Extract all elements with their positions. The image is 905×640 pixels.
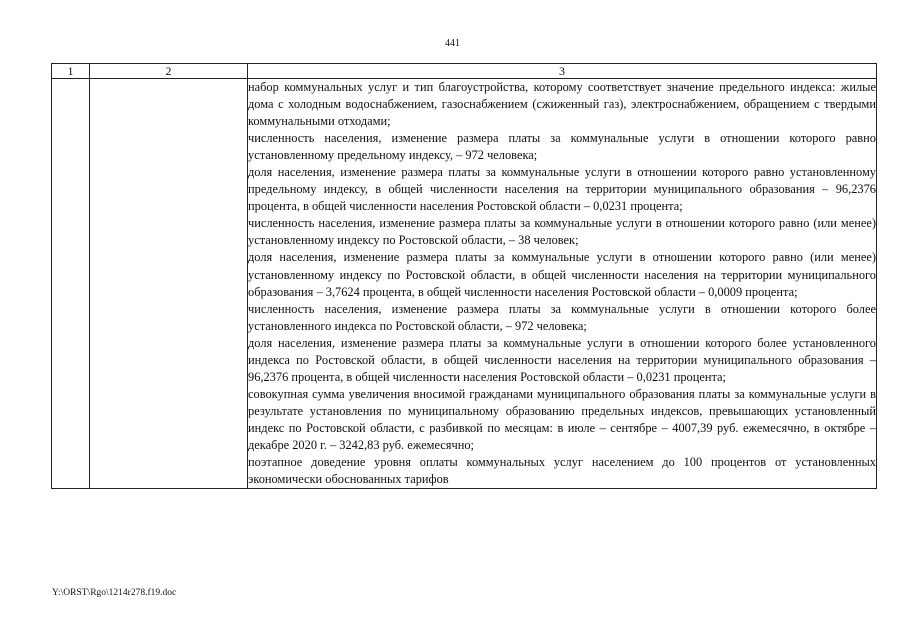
paragraph-population-equal: численность населения, изменение размера платы за коммунальные услуги в отношении которого равно установленному предельному индексу, – 972 человека; bbox=[248, 131, 876, 163]
column-header-2: 2 bbox=[90, 64, 248, 79]
document-table bbox=[51, 63, 877, 489]
paragraph-share-less: доля населения, изменение размера платы за коммунальные услуги в отношении которого равно (или менее) установленному индексу по Ростовской области, в общей численности населения на территории муниципального образования – 3,7624 процента, в общей численности населения Ростовской области – 0,0009 процента; bbox=[248, 250, 876, 299]
cell-col-1 bbox=[52, 79, 90, 489]
paragraph-share-more: доля населения, изменение размера платы за коммунальные услуги в отношении которого более установленного индекса по Ростовской области, в общей численности населения на территории муниципального образования – 96,2376 процента, в общей численности населения Ростовской области – 0,0231 процента; bbox=[248, 335, 876, 384]
paragraph-total-increase: совокупная сумма увеличения вносимой гражданами муниципального образования платы за коммунальные услуги в результате установления по муниципальному образованию предельных индексов, превышающих установленный индекс по Ростовской области, с разбивкой по месяцам: в июле – сентябре – 4007,39 руб. ежемесячно, в октябре – декабре 2020 г. – 3242,83 руб. ежемесячно; bbox=[248, 386, 876, 452]
cell-col-2 bbox=[90, 79, 248, 489]
paragraph-population-more: численность населения, изменение размера платы за коммунальные услуги в отношении которого более установленного индекса по Ростовской области, – 972 человека; bbox=[248, 301, 876, 333]
column-header-3: 3 bbox=[248, 64, 877, 79]
table-header-row bbox=[52, 64, 877, 79]
paragraph-gradual-payment: поэтапное доведение уровня оплаты коммунальных услуг населением до 100 процентов от установленных экономически обоснованных тарифов bbox=[248, 455, 876, 487]
paragraph-share-equal: доля населения, изменение размера платы за коммунальные услуги в отношении которого равно установленному предельному индексу, в общей численности населения на территории муниципального образования – 96,2376 процента, в общей численности населения Ростовской области – 0,0231 процента; bbox=[248, 165, 876, 214]
page-number: 441 bbox=[445, 38, 460, 49]
footer-file-path: Y:\ORST\Rgo\1214r278.f19.doc bbox=[52, 588, 177, 598]
paragraph-population-less: численность населения, изменение размера платы за коммунальные услуги в отношении которого равно (или менее) установленному индексу по Ростовской области, – 38 человек; bbox=[248, 216, 876, 248]
paragraph-utility-set: набор коммунальных услуг и тип благоустройства, которому соответствует значение предельного индекса: жилые дома с холодным водоснабжением, газоснабжением (сжиженный газ), электроснабжением, обращением с твердыми коммунальными отходами; bbox=[248, 80, 876, 129]
column-header-1: 1 bbox=[52, 64, 90, 79]
cell-col-3 bbox=[248, 79, 877, 489]
table-row bbox=[52, 79, 877, 489]
